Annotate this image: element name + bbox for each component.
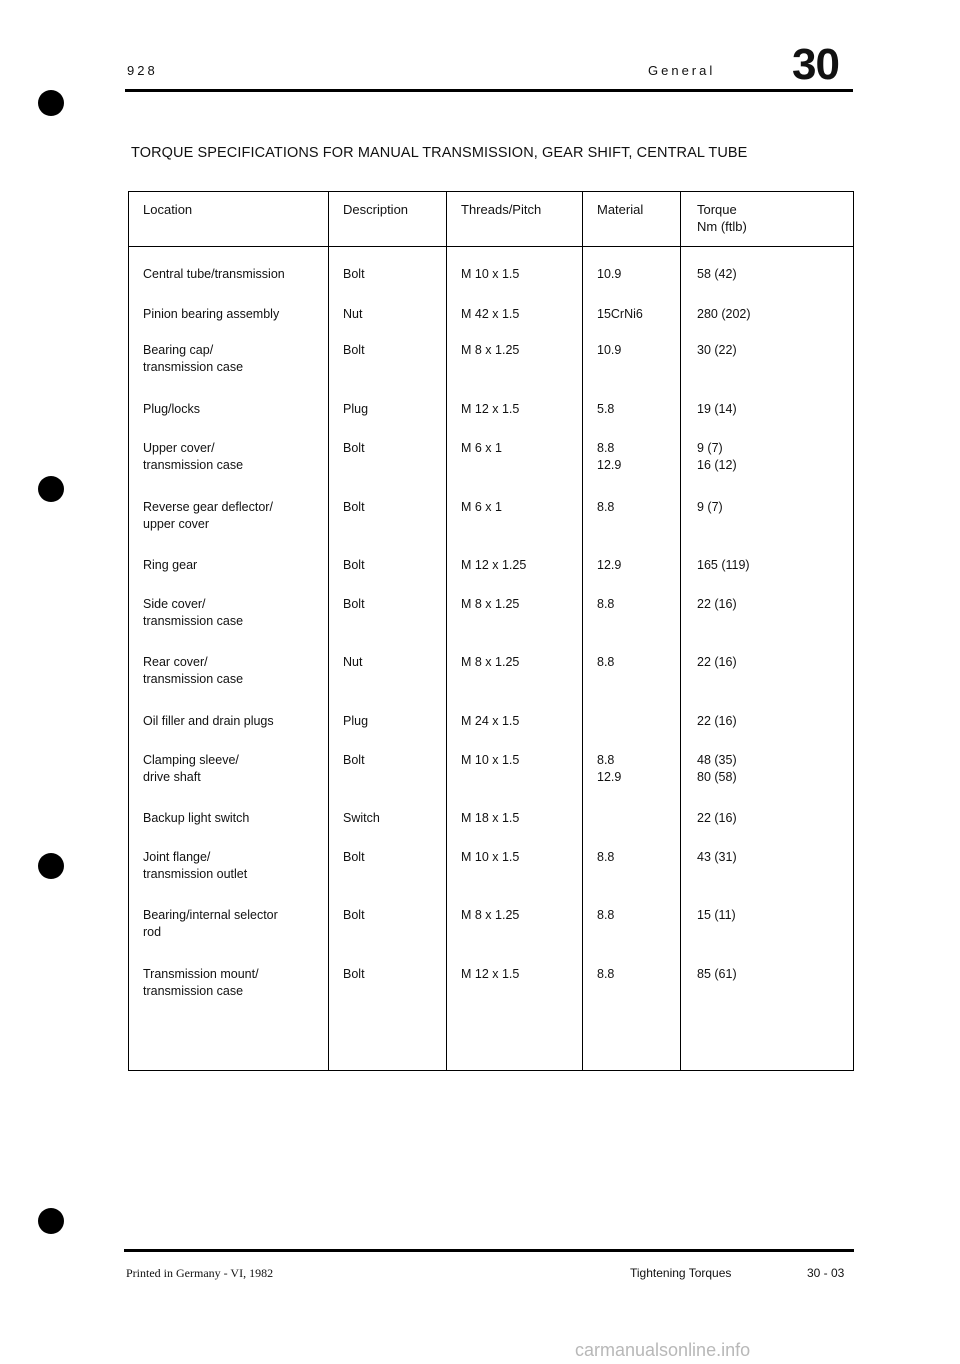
footer-subject: Tightening Torques bbox=[630, 1266, 732, 1280]
watermark: carmanualsonline.info bbox=[575, 1340, 751, 1360]
footer-rule bbox=[124, 1249, 854, 1252]
cell-torque: 48 (35) bbox=[697, 753, 737, 767]
cell-threads: M 12 x 1.5 bbox=[461, 402, 520, 416]
cell-torque: 80 (58) bbox=[697, 770, 737, 784]
group-number: 30 bbox=[792, 40, 839, 89]
cell-location: rod bbox=[143, 925, 162, 939]
cell-description: Bolt bbox=[343, 753, 365, 767]
cell-material: 8.8 bbox=[597, 967, 615, 981]
cell-location: transmission case bbox=[143, 984, 244, 998]
cell-location: transmission outlet bbox=[143, 867, 248, 881]
cell-threads: M 8 x 1.25 bbox=[461, 655, 520, 669]
cell-threads: M 8 x 1.25 bbox=[461, 343, 520, 357]
cell-location: drive shaft bbox=[143, 770, 201, 784]
cell-location: Backup light switch bbox=[143, 811, 250, 825]
cell-material: 8.8 bbox=[597, 908, 615, 922]
cell-description: Plug bbox=[343, 402, 369, 416]
header-torque-label: Torque bbox=[697, 202, 737, 217]
cell-material: 15CrNi6 bbox=[597, 307, 643, 321]
cell-location: Upper cover/ bbox=[143, 441, 215, 455]
header-divider bbox=[128, 246, 854, 247]
cell-torque: 22 (16) bbox=[697, 597, 737, 611]
cell-description: Bolt bbox=[343, 500, 365, 514]
model-number: 928 bbox=[127, 63, 158, 78]
cell-torque: 22 (16) bbox=[697, 714, 737, 728]
page-title: TORQUE SPECIFICATIONS FOR MANUAL TRANSMISSION, GEAR SHIFT, CENTRAL TUBE bbox=[131, 145, 748, 161]
cell-location: transmission case bbox=[143, 458, 244, 472]
cell-location: Plug/locks bbox=[143, 402, 200, 416]
column-divider bbox=[582, 191, 583, 1071]
cell-torque: 58 (42) bbox=[697, 267, 737, 281]
cell-threads: M 6 x 1 bbox=[461, 500, 502, 514]
cell-material: 8.8 bbox=[597, 655, 615, 669]
cell-torque: 22 (16) bbox=[697, 655, 737, 669]
section-name: General bbox=[648, 63, 716, 78]
cell-material: 8.8 bbox=[597, 753, 615, 767]
cell-threads: M 10 x 1.5 bbox=[461, 753, 520, 767]
cell-material: 12.9 bbox=[597, 558, 622, 572]
cell-material: 10.9 bbox=[597, 267, 622, 281]
binder-hole bbox=[38, 1208, 64, 1234]
cell-material: 8.8 bbox=[597, 500, 615, 514]
cell-material: 8.8 bbox=[597, 597, 615, 611]
column-divider bbox=[328, 191, 329, 1071]
cell-description: Nut bbox=[343, 655, 363, 669]
cell-description: Bolt bbox=[343, 441, 365, 455]
cell-torque: 9 (7) bbox=[697, 441, 723, 455]
cell-material: 10.9 bbox=[597, 343, 622, 357]
cell-material: 8.8 bbox=[597, 441, 615, 455]
cell-material: 12.9 bbox=[597, 458, 622, 472]
cell-location: Central tube/transmission bbox=[143, 267, 285, 281]
cell-torque: 15 (11) bbox=[697, 908, 736, 922]
cell-threads: M 6 x 1 bbox=[461, 441, 502, 455]
cell-threads: M 12 x 1.5 bbox=[461, 967, 520, 981]
cell-description: Bolt bbox=[343, 558, 365, 572]
binder-hole bbox=[38, 476, 64, 502]
cell-torque: 22 (16) bbox=[697, 811, 737, 825]
cell-location: Bearing/internal selector bbox=[143, 908, 278, 922]
cell-threads: M 42 x 1.5 bbox=[461, 307, 520, 321]
column-divider bbox=[680, 191, 681, 1071]
header-material: Material bbox=[597, 202, 644, 217]
cell-torque: 43 (31) bbox=[697, 850, 737, 864]
cell-torque: 19 (14) bbox=[697, 402, 737, 416]
cell-location: Transmission mount/ bbox=[143, 967, 259, 981]
cell-torque: 85 (61) bbox=[697, 967, 737, 981]
cell-threads: M 18 x 1.5 bbox=[461, 811, 520, 825]
cell-location: Pinion bearing assembly bbox=[143, 307, 280, 321]
binder-hole bbox=[38, 90, 64, 116]
print-info: Printed in Germany - VI, 1982 bbox=[126, 1266, 274, 1280]
header-rule bbox=[125, 89, 853, 92]
cell-location: transmission case bbox=[143, 614, 244, 628]
cell-threads: M 10 x 1.5 bbox=[461, 850, 520, 864]
cell-location: Reverse gear deflector/ bbox=[143, 500, 273, 514]
cell-location: Ring gear bbox=[143, 558, 198, 572]
torque-table bbox=[128, 191, 854, 1071]
cell-threads: M 8 x 1.25 bbox=[461, 908, 520, 922]
header-torque-unit: Nm (ftlb) bbox=[697, 219, 747, 234]
cell-torque: 280 (202) bbox=[697, 307, 751, 321]
column-divider bbox=[446, 191, 447, 1071]
cell-location: Oil filler and drain plugs bbox=[143, 714, 274, 728]
cell-description: Bolt bbox=[343, 908, 365, 922]
cell-threads: M 12 x 1.25 bbox=[461, 558, 527, 572]
cell-description: Bolt bbox=[343, 967, 365, 981]
cell-threads: M 24 x 1.5 bbox=[461, 714, 520, 728]
header-threads: Threads/Pitch bbox=[461, 202, 542, 217]
cell-description: Switch bbox=[343, 811, 380, 825]
cell-location: transmission case bbox=[143, 360, 244, 374]
cell-location: Rear cover/ bbox=[143, 655, 208, 669]
cell-location: upper cover bbox=[143, 517, 210, 531]
cell-location: transmission case bbox=[143, 672, 244, 686]
header-description: Description bbox=[343, 202, 409, 217]
cell-description: Bolt bbox=[343, 597, 365, 611]
cell-location: Bearing cap/ bbox=[143, 343, 214, 357]
cell-material: 12.9 bbox=[597, 770, 622, 784]
cell-description: Nut bbox=[343, 307, 363, 321]
cell-torque: 16 (12) bbox=[697, 458, 737, 472]
cell-material: 5.8 bbox=[597, 402, 615, 416]
cell-description: Bolt bbox=[343, 267, 365, 281]
cell-location: Joint flange/ bbox=[143, 850, 211, 864]
page-number: 30 - 03 bbox=[807, 1266, 845, 1280]
cell-material: 8.8 bbox=[597, 850, 615, 864]
cell-description: Bolt bbox=[343, 850, 365, 864]
cell-description: Bolt bbox=[343, 343, 365, 357]
cell-torque: 9 (7) bbox=[697, 500, 723, 514]
cell-location: Clamping sleeve/ bbox=[143, 753, 239, 767]
cell-description: Plug bbox=[343, 714, 369, 728]
cell-torque: 30 (22) bbox=[697, 343, 737, 357]
binder-hole bbox=[38, 853, 64, 879]
cell-threads: M 8 x 1.25 bbox=[461, 597, 520, 611]
header-location: Location bbox=[143, 202, 193, 217]
cell-location: Side cover/ bbox=[143, 597, 206, 611]
cell-threads: M 10 x 1.5 bbox=[461, 267, 520, 281]
header-torque bbox=[697, 201, 747, 235]
cell-torque: 165 (119) bbox=[697, 558, 750, 572]
